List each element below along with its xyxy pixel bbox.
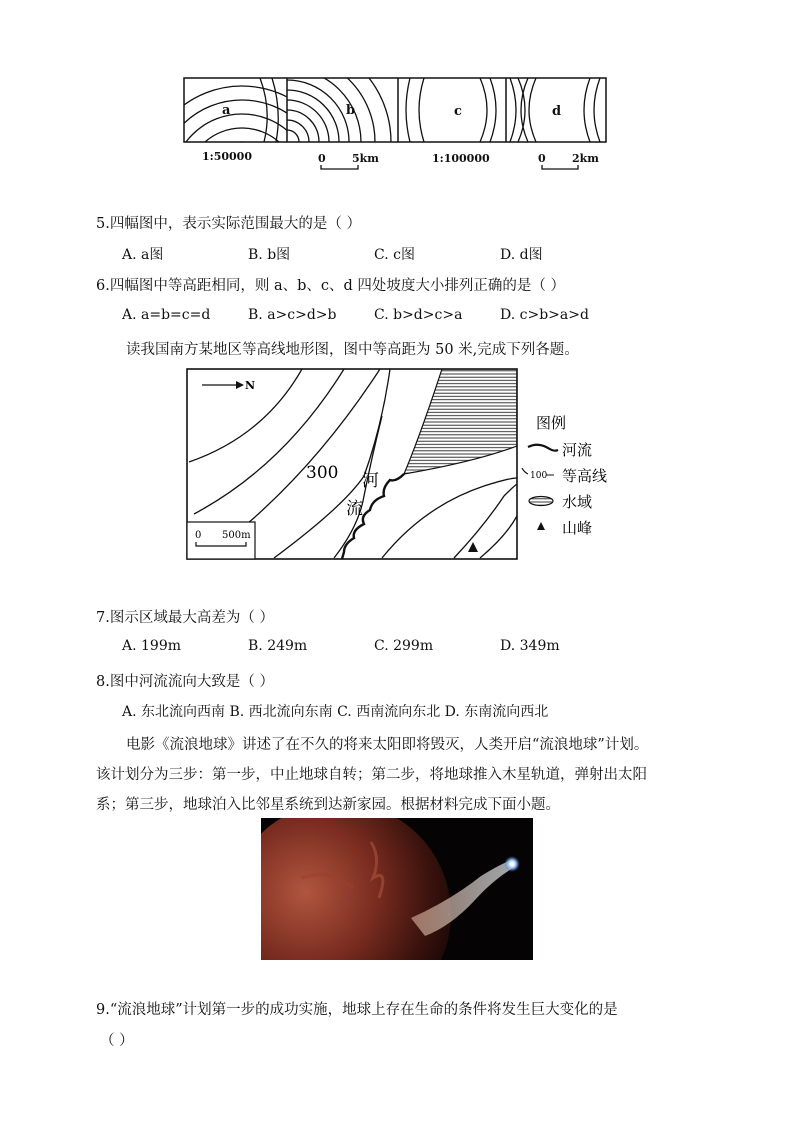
q7-option-b[interactable]: B. 249m xyxy=(248,638,308,654)
question-7-options xyxy=(122,638,682,658)
q6-option-a[interactable]: A. a=b=c=d xyxy=(122,307,211,323)
q5-option-b[interactable]: B. b图 xyxy=(248,247,291,263)
q6-option-b[interactable]: B. a>c>d>b xyxy=(248,307,337,323)
legend-contour: 等高线 xyxy=(562,467,608,485)
scale-b-bar xyxy=(321,165,358,169)
legend-peak-icon xyxy=(537,522,545,530)
intro-wandering-earth-line-2: 该计划分为三步：第一步，中止地球自转；第二步，将地球推入木星轨道，弹射出太阳 xyxy=(96,767,647,783)
river-name-1: 河 xyxy=(362,471,379,491)
contour-comparison-figure xyxy=(180,74,610,174)
river-name-2: 流 xyxy=(346,499,363,519)
contour-value-label: 300 xyxy=(306,463,339,483)
panel-c-contours xyxy=(406,78,496,142)
panel-a-label: a xyxy=(222,103,231,118)
question-9: 9.“流浪地球”计划第一步的成功实施，地球上存在生命的条件将发生巨大变化的是 xyxy=(96,1002,618,1018)
scale-a-text: 1:50000 xyxy=(202,150,252,163)
legend-water-icon xyxy=(529,497,553,506)
legend-contour-icon xyxy=(522,468,528,474)
legend-title: 图例 xyxy=(536,414,567,432)
question-8-options[interactable]: A. 东北流向西南 B. 西北流向东南 C. 西南流向东北 D. 东南流向西北 xyxy=(122,704,549,720)
question-8: 8.图中河流流向大致是（ ） xyxy=(96,674,274,690)
map-scale-length: 500m xyxy=(222,530,251,541)
q5-option-d[interactable]: D. d图 xyxy=(500,247,543,263)
q5-option-a[interactable]: A. a图 xyxy=(122,247,164,263)
panel-d-label: d xyxy=(552,104,562,119)
panel-c-label: c xyxy=(454,104,462,119)
water-body xyxy=(404,369,517,474)
q7-option-d[interactable]: D. 349m xyxy=(500,638,560,654)
intro-wandering-earth-line-1: 电影《流浪地球》讲述了在不久的将来太阳即将毁灭，人类开启“流浪地球”计划。 xyxy=(126,737,649,753)
question-9-blank: （ ） xyxy=(100,1033,134,1049)
question-5: 5.四幅图中，表示实际范围最大的是（ ） xyxy=(96,216,361,232)
map-legend xyxy=(522,414,607,537)
question-7: 7.图示区域最大高差为（ ） xyxy=(96,610,274,626)
scale-b-zero: 0 xyxy=(318,152,326,165)
peak-icon xyxy=(468,542,478,552)
legend-water: 水域 xyxy=(562,493,593,511)
q7-option-a[interactable]: A. 199m xyxy=(122,638,182,654)
question-6-options xyxy=(122,307,682,327)
intro-wandering-earth-line-3: 系；第三步，地球泊入比邻星系统到达新家园。根据材料完成下面小题。 xyxy=(96,797,560,813)
scale-d-bar xyxy=(542,165,578,169)
legend-contour-value: 100 xyxy=(530,471,548,481)
q6-option-c[interactable]: C. b>d>c>a xyxy=(374,307,463,323)
legend-river-icon xyxy=(528,445,558,451)
scale-b-length: 5km xyxy=(352,152,379,165)
map-scale-zero: 0 xyxy=(195,530,202,541)
north-label: N xyxy=(245,379,256,392)
scale-d-zero: 0 xyxy=(538,152,546,165)
question-5-options xyxy=(122,244,682,264)
topographic-map-figure xyxy=(184,366,624,562)
panel-b-label: b xyxy=(346,103,356,118)
q5-option-c[interactable]: C. c图 xyxy=(374,247,415,263)
legend-peak: 山峰 xyxy=(562,519,593,537)
legend-river: 河流 xyxy=(562,441,593,459)
wandering-earth-image xyxy=(261,818,533,960)
question-6: 6.四幅图中等高距相同，则 a、b、c、d 四处坡度大小排列正确的是（ ） xyxy=(96,278,565,294)
scale-c-text: 1:100000 xyxy=(432,152,490,165)
q7-option-c[interactable]: C. 299m xyxy=(374,638,434,654)
q6-option-d[interactable]: D. c>b>a>d xyxy=(500,307,589,323)
intro-contour-map: 读我国南方某地区等高线地形图，图中等高距为 50 米,完成下列各题。 xyxy=(126,342,579,358)
scale-d-length: 2km xyxy=(572,152,599,165)
